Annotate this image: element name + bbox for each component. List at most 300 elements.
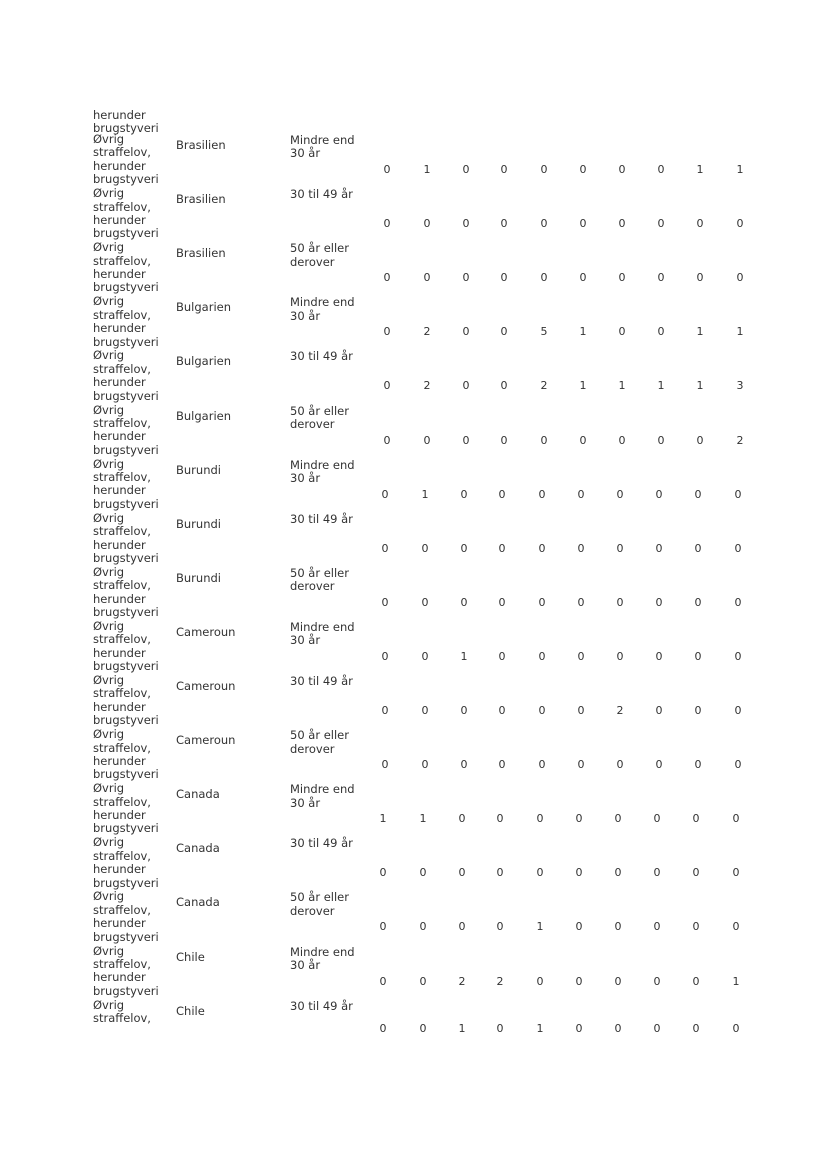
offense-line: herunder (93, 862, 146, 877)
age-group-line: 30 år (290, 146, 321, 161)
value-cell: 0 (498, 595, 506, 609)
age-group-cell (290, 513, 370, 526)
offense-cell (93, 133, 163, 187)
offense-cell (93, 728, 163, 782)
age-group-line: 30 år (290, 633, 321, 648)
offense-line: Øvrig (93, 835, 125, 850)
value-cell: 0 (419, 920, 427, 934)
value-cell: 0 (616, 541, 624, 555)
value-cell: 0 (579, 433, 587, 447)
value-cell: 0 (575, 866, 583, 880)
age-group-cell (290, 242, 370, 269)
value-cell: 0 (618, 433, 626, 447)
table-row (0, 186, 828, 244)
offense-line: herunder (93, 321, 146, 336)
value-cell: 0 (657, 163, 665, 176)
value-cell: 0 (500, 379, 508, 393)
value-cell: 0 (498, 649, 506, 663)
value-cell: 0 (421, 541, 429, 555)
value-cell: 0 (379, 920, 387, 934)
age-group-cell (290, 1000, 370, 1013)
value-cell: 0 (653, 920, 661, 934)
offense-line: straffelov, (93, 253, 151, 268)
offense-line: Øvrig (93, 889, 125, 904)
offense-line: brugstyveri (93, 388, 159, 403)
offense-cell (93, 404, 163, 458)
offense-line: herunder (93, 158, 146, 173)
value-cell: 1 (419, 812, 427, 826)
age-group-line: Mindre end (290, 944, 355, 959)
value-cell: 0 (381, 541, 389, 555)
country-cell: Cameroun (176, 733, 236, 748)
value-cell: 0 (381, 649, 389, 663)
offense-line: Øvrig (93, 564, 125, 579)
age-group-line: 30 år (290, 957, 321, 972)
table-row (0, 456, 828, 515)
value-cell: 0 (736, 271, 744, 285)
value-cell: 0 (500, 271, 508, 285)
value-cell: 0 (614, 920, 622, 934)
offense-cell (93, 890, 163, 944)
age-group-line: 30 til 49 år (290, 836, 353, 851)
age-group-cell (290, 134, 370, 161)
offense-line: Øvrig (93, 186, 125, 201)
value-cell: 0 (458, 866, 466, 880)
value-cell: 0 (655, 649, 663, 663)
offense-line: herunder (93, 267, 146, 281)
offense-cell (93, 945, 163, 999)
offense-line: straffelov, (93, 415, 151, 430)
value-cell: 0 (383, 433, 391, 447)
age-group-line: derover (290, 416, 335, 431)
value-cell: 1 (536, 920, 544, 934)
value-cell: 0 (616, 649, 624, 663)
value-cell: 0 (734, 541, 742, 555)
value-cell: 0 (538, 595, 546, 609)
offense-cell (93, 512, 163, 566)
value-cell: 0 (614, 866, 622, 880)
value-cell: 0 (462, 325, 470, 339)
offense-line: straffelov, (93, 1011, 151, 1025)
age-group-cell (290, 350, 370, 363)
offense-line: brugstyveri (93, 280, 159, 295)
value-cell: 0 (460, 487, 468, 501)
offense-line: Øvrig (93, 456, 125, 471)
age-group-line: 30 til 49 år (290, 674, 353, 688)
value-cell: 0 (383, 271, 391, 285)
table-row (0, 889, 828, 947)
value-cell: 1 (696, 379, 704, 393)
offense-line: herunder (93, 645, 146, 660)
age-group-line: 30 til 49 år (290, 511, 353, 526)
value-cell: 0 (538, 487, 546, 501)
country-cell: Burundi (176, 516, 221, 531)
offense-line: brugstyveri (93, 821, 159, 836)
value-cell: 0 (460, 595, 468, 609)
offense-line: straffelov, (93, 199, 151, 214)
value-cell: 0 (458, 812, 466, 826)
offense-cell (93, 836, 163, 890)
offense-line: straffelov, (93, 578, 151, 593)
country-cell: Canada (176, 787, 220, 802)
offense-line: straffelov, (93, 470, 151, 484)
value-cell: 0 (579, 163, 587, 176)
offense-line: herunder (93, 108, 146, 122)
age-group-line: Mindre end (290, 782, 355, 797)
offense-line: straffelov, (93, 307, 151, 322)
value-cell: 0 (694, 541, 702, 555)
value-cell: 2 (736, 433, 744, 447)
offense-line: brugstyveri (93, 442, 159, 457)
table-row (0, 348, 828, 406)
table-row (0, 564, 828, 623)
value-cell: 0 (694, 758, 702, 772)
value-cell: 0 (614, 1021, 622, 1035)
age-group-cell (290, 891, 370, 918)
table-row (0, 402, 828, 461)
offense-line: brugstyveri (93, 226, 159, 241)
value-cell: 0 (694, 649, 702, 663)
offense-cell (93, 674, 163, 728)
table-row (0, 240, 828, 298)
offense-line: Øvrig (93, 997, 125, 1012)
value-cell: 0 (423, 217, 431, 231)
value-cell: 0 (496, 812, 504, 826)
value-cell: 1 (736, 163, 744, 176)
value-cell: 0 (616, 758, 624, 772)
age-group-line: 30 til 49 år (290, 998, 353, 1013)
value-cell: 0 (498, 758, 506, 772)
offense-cell (93, 349, 163, 403)
country-cell: Cameroun (176, 679, 236, 693)
value-cell: 1 (579, 325, 587, 339)
value-cell: 0 (381, 758, 389, 772)
value-cell: 0 (696, 433, 704, 447)
offense-line: brugstyveri (93, 983, 159, 998)
value-cell: 0 (379, 974, 387, 988)
country-cell: Bulgarien (176, 354, 232, 369)
value-cell: 0 (692, 1021, 700, 1035)
value-cell: 0 (694, 704, 702, 717)
value-cell: 0 (575, 812, 583, 826)
offense-line: Øvrig (93, 402, 125, 417)
value-cell: 2 (423, 325, 431, 339)
value-cell: 0 (653, 866, 661, 880)
offense-line: Øvrig (93, 510, 125, 525)
age-group-cell (290, 405, 370, 432)
value-cell: 0 (421, 595, 429, 609)
value-cell: 1 (458, 1021, 466, 1035)
age-group-line: 30 år (290, 471, 321, 485)
offense-line: Øvrig (93, 673, 125, 687)
value-cell: 1 (423, 163, 431, 176)
value-cell: 0 (614, 974, 622, 988)
value-cell: 0 (694, 595, 702, 609)
age-group-line: 50 år eller (290, 728, 349, 743)
age-group-cell (290, 188, 370, 201)
offense-cell (93, 999, 163, 1026)
value-cell: 0 (575, 920, 583, 934)
offense-line: straffelov, (93, 524, 151, 539)
value-cell: 0 (383, 217, 391, 231)
offense-cell (93, 241, 163, 295)
country-cell: Burundi (176, 570, 221, 585)
age-group-line: Mindre end (290, 619, 355, 634)
value-cell: 0 (381, 595, 389, 609)
value-cell: 0 (460, 541, 468, 555)
value-cell: 1 (732, 974, 740, 988)
value-cell: 0 (496, 1021, 504, 1035)
offense-line: brugstyveri (93, 496, 159, 511)
country-cell: Burundi (176, 462, 221, 477)
age-group-cell (290, 621, 370, 648)
value-cell: 0 (577, 541, 585, 555)
offense-line: Øvrig (93, 618, 125, 633)
value-cell: 0 (618, 271, 626, 285)
offense-line: straffelov, (93, 794, 151, 809)
value-cell: 0 (653, 812, 661, 826)
age-group-line: Mindre end (290, 133, 355, 147)
value-cell: 0 (657, 325, 665, 339)
value-cell: 0 (694, 487, 702, 501)
value-cell: 0 (462, 163, 470, 176)
offense-line: Øvrig (93, 132, 125, 146)
value-cell: 0 (657, 271, 665, 285)
value-cell: 0 (577, 649, 585, 663)
offense-line: straffelov, (93, 145, 151, 160)
value-cell: 0 (655, 758, 663, 772)
age-group-cell (290, 675, 370, 688)
age-group-cell (290, 946, 370, 973)
value-cell: 0 (657, 433, 665, 447)
value-cell: 0 (462, 271, 470, 285)
value-cell: 0 (655, 487, 663, 501)
offense-line: herunder (93, 212, 146, 227)
table-row (0, 132, 828, 190)
value-cell: 0 (498, 541, 506, 555)
value-cell: 0 (577, 487, 585, 501)
value-cell: 0 (616, 595, 624, 609)
value-cell: 0 (419, 974, 427, 988)
table-row (0, 943, 828, 1002)
value-cell: 0 (732, 866, 740, 880)
offense-line: herunder (93, 753, 146, 768)
offense-line: brugstyveri (93, 605, 159, 620)
offense-line: straffelov, (93, 361, 151, 376)
value-cell: 0 (732, 812, 740, 826)
value-cell: 0 (618, 325, 626, 339)
offense-line: herunder (93, 699, 146, 714)
value-cell: 1 (379, 812, 387, 826)
age-group-line: derover (290, 741, 335, 756)
value-cell: 0 (500, 325, 508, 339)
offense-line: herunder (93, 808, 146, 822)
value-cell: 0 (498, 487, 506, 501)
value-cell: 3 (736, 379, 744, 393)
value-cell: 0 (421, 704, 429, 717)
offense-line: herunder (93, 429, 146, 444)
value-cell: 0 (655, 704, 663, 717)
age-group-line: 30 til 49 år (290, 187, 353, 202)
value-cell: 0 (460, 758, 468, 772)
country-cell: Brasilien (176, 192, 226, 207)
value-cell: 5 (540, 325, 548, 339)
country-cell: Canada (176, 841, 220, 856)
offense-line: straffelov, (93, 686, 151, 701)
offense-cell (93, 295, 163, 349)
value-cell: 0 (536, 812, 544, 826)
offense-cell (93, 782, 163, 836)
age-group-line: 50 år eller (290, 403, 349, 418)
value-cell: 0 (692, 812, 700, 826)
value-cell: 0 (462, 379, 470, 393)
age-group-line: 30 år (290, 308, 321, 323)
value-cell: 0 (579, 271, 587, 285)
age-group-line: Mindre end (290, 295, 355, 310)
offense-line: Øvrig (93, 294, 125, 309)
value-cell: 0 (734, 649, 742, 663)
table-row (0, 997, 828, 1056)
value-cell: 1 (536, 1021, 544, 1035)
value-cell: 0 (498, 704, 506, 717)
value-cell: 0 (579, 217, 587, 231)
offense-line: brugstyveri (93, 767, 159, 782)
table-row (0, 835, 828, 893)
value-cell: 0 (734, 487, 742, 501)
offense-cell (93, 458, 163, 512)
value-cell: 0 (696, 217, 704, 231)
offense-line: brugstyveri (93, 334, 159, 349)
value-cell: 0 (575, 974, 583, 988)
value-cell: 0 (383, 325, 391, 339)
value-cell: 0 (538, 649, 546, 663)
value-cell: 0 (383, 163, 391, 176)
age-group-line: derover (290, 903, 335, 918)
table-row (0, 294, 828, 352)
offense-line: straffelov, (93, 740, 151, 755)
value-cell: 2 (458, 974, 466, 988)
age-group-line: 50 år eller (290, 890, 349, 905)
value-cell: 2 (423, 379, 431, 393)
value-cell: 0 (577, 704, 585, 717)
table-row (0, 781, 828, 839)
value-cell: 0 (421, 758, 429, 772)
value-cell: 0 (655, 595, 663, 609)
value-cell: 0 (458, 920, 466, 934)
country-cell: Brasilien (176, 246, 226, 261)
value-cell: 0 (379, 1021, 387, 1035)
table-row (0, 727, 828, 785)
table-row (0, 673, 828, 731)
offense-line: herunder (93, 916, 146, 931)
value-cell: 0 (577, 595, 585, 609)
value-cell: 2 (616, 704, 624, 717)
offense-cell (93, 620, 163, 674)
value-cell: 1 (696, 163, 704, 176)
country-cell: Chile (176, 1003, 205, 1018)
value-cell: 0 (538, 704, 546, 717)
table-row (0, 618, 828, 677)
offense-line: brugstyveri (93, 929, 159, 944)
value-cell: 0 (500, 217, 508, 231)
value-cell: 0 (538, 758, 546, 772)
country-cell: Bulgarien (176, 300, 232, 315)
offense-line: herunder (93, 483, 146, 498)
country-cell: Bulgarien (176, 408, 232, 423)
age-group-line: 50 år eller (290, 565, 349, 580)
value-cell: 0 (692, 866, 700, 880)
value-cell: 0 (423, 433, 431, 447)
country-cell: Canada (176, 895, 220, 910)
value-cell: 1 (736, 325, 744, 339)
offense-line: Øvrig (93, 240, 125, 255)
value-cell: 0 (419, 866, 427, 880)
value-cell: 0 (496, 920, 504, 934)
offense-line: straffelov, (93, 956, 151, 971)
value-cell: 0 (381, 487, 389, 501)
age-group-cell (290, 837, 370, 850)
offense-line: Øvrig (93, 943, 125, 958)
country-cell: Brasilien (176, 138, 226, 152)
value-cell: 0 (538, 541, 546, 555)
value-cell: 0 (540, 163, 548, 176)
value-cell: 0 (536, 974, 544, 988)
value-cell: 0 (460, 704, 468, 717)
value-cell: 0 (540, 433, 548, 447)
age-group-line: derover (290, 579, 335, 594)
value-cell: 0 (500, 163, 508, 176)
value-cell: 0 (540, 217, 548, 231)
value-cell: 0 (616, 487, 624, 501)
value-cell: 0 (732, 920, 740, 934)
value-cell: 0 (692, 974, 700, 988)
value-cell: 0 (653, 1021, 661, 1035)
age-group-line: 30 år (290, 795, 321, 810)
value-cell: 0 (618, 163, 626, 176)
value-cell: 1 (696, 325, 704, 339)
offense-line: Øvrig (93, 781, 125, 796)
value-cell: 1 (460, 649, 468, 663)
offense-line: brugstyveri (93, 875, 159, 890)
value-cell: 0 (734, 595, 742, 609)
value-cell: 0 (419, 1021, 427, 1035)
value-cell: 0 (383, 379, 391, 393)
value-cell: 0 (379, 866, 387, 880)
age-group-line: 30 til 49 år (290, 349, 353, 364)
age-group-cell (290, 729, 370, 756)
country-cell: Cameroun (176, 624, 236, 639)
offense-line: straffelov, (93, 848, 151, 863)
value-cell: 0 (423, 271, 431, 285)
offense-line: herunder (93, 375, 146, 390)
value-cell: 0 (734, 758, 742, 772)
offense-line: Øvrig (93, 348, 125, 363)
value-cell: 1 (579, 379, 587, 393)
offense-line: brugstyveri (93, 121, 159, 136)
offense-line: Øvrig (93, 727, 125, 742)
age-group-line: derover (290, 254, 335, 269)
value-cell: 0 (500, 433, 508, 447)
value-cell: 0 (577, 758, 585, 772)
value-cell: 0 (575, 1021, 583, 1035)
offense-line: herunder (93, 537, 146, 552)
age-group-cell (290, 459, 370, 486)
value-cell: 0 (421, 649, 429, 663)
table-row (0, 510, 828, 569)
value-cell: 0 (736, 217, 744, 231)
value-cell: 2 (496, 974, 504, 988)
value-cell: 0 (696, 271, 704, 285)
